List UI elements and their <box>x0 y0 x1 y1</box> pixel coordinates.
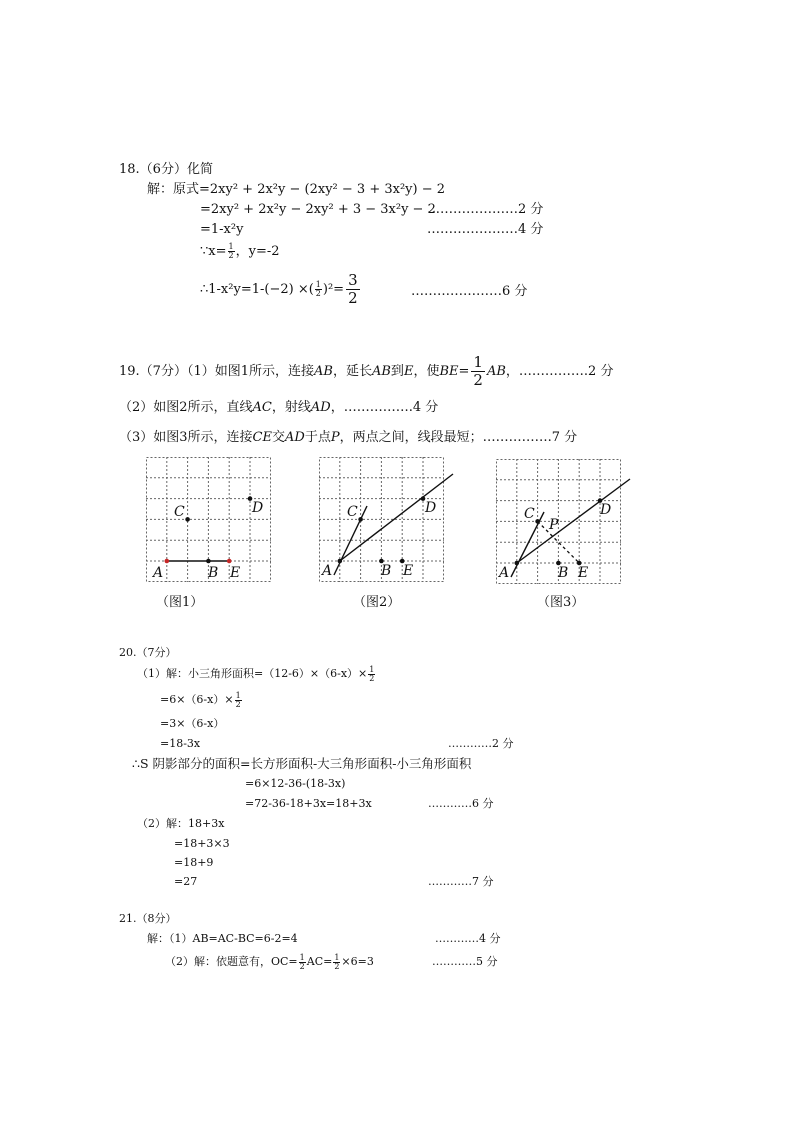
q18-line1: 解：原式=2xy² + 2x²y − (2xy² − 3 + 3x²y) − 2 <box>147 182 445 197</box>
q18-line3-score: …………………4 分 <box>427 222 544 237</box>
caption-figure-3: （图3） <box>537 595 585 610</box>
q20-line11: =27 <box>174 875 198 888</box>
q20-line4: =18-3x <box>160 737 201 750</box>
label-b: B <box>558 565 569 581</box>
q20-line5: ∴S 阴影部分的面积=长方形面积-大三角形面积-小三角形面积 <box>132 756 472 771</box>
q20-line11-score: …………7 分 <box>428 875 494 888</box>
q20-line6: =6×12-36-(18-3x) <box>245 777 346 790</box>
q20-line3: =3×（6-x） <box>160 717 225 730</box>
label-d: D <box>425 500 437 516</box>
q20-line7-score: …………6 分 <box>428 797 494 810</box>
q20-line10: =18+9 <box>174 856 214 869</box>
label-e: E <box>403 563 414 579</box>
q21-line1: 解：（1）AB=AC-BC=6-2=4 <box>147 932 298 945</box>
point-e <box>227 559 232 564</box>
point-a <box>165 559 170 564</box>
q21-line2-score: …………5 分 <box>432 955 498 968</box>
q20-line4-score: …………2 分 <box>448 737 514 750</box>
q19-line3: （3）如图3所示，连接CE交AD于点P，两点之间，线段最短；…………….7 分 <box>119 430 578 445</box>
label-c: C <box>174 504 185 520</box>
q20-line1: （1）解：小三角形面积=（12-6）×（6-x）× $\frac{1}{2}$ <box>137 664 375 683</box>
q21-line2: （2）解：依题意有，OC= $\frac{1}{2}$ AC= $\frac{1}{2}$ ×6=3 <box>165 952 374 971</box>
caption-figure-1: （图1） <box>156 595 204 610</box>
label-a: A <box>499 565 510 581</box>
q20-line7: =72-36-18+3x=18+3x <box>245 797 372 810</box>
point-a <box>515 561 520 566</box>
q19-line1: 19.（7分）（1）如图1所示，连接AB，延长AB到E，使BE= $\frac{1}{2}$ AB，…………….2 分 <box>119 353 614 389</box>
caption-figure-2: （图2） <box>353 595 401 610</box>
q21-line1-score: …………4 分 <box>435 932 501 945</box>
q19-line2: （2）如图2所示，直线AC，射线AD，…………….4 分 <box>119 400 439 415</box>
label-e: E <box>230 565 241 581</box>
q18-line3: =1-x²y <box>200 222 244 237</box>
q20-header: 20.（7分） <box>119 646 177 659</box>
q20-line2: =6×（6-x）× $\frac{1}{2}$ <box>160 690 241 709</box>
point-c <box>535 519 540 524</box>
q18-header: 18.（6分）化简 <box>119 162 213 177</box>
label-a: A <box>153 565 164 581</box>
label-e: E <box>578 565 589 581</box>
label-c: C <box>524 506 535 522</box>
figure-1 <box>146 457 271 582</box>
q18-line2: =2xy² + 2x²y − 2xy² + 3 − 3x²y − 2 <box>200 202 436 217</box>
label-b: B <box>381 563 392 579</box>
point-c <box>185 517 190 522</box>
figure-2 <box>319 457 444 582</box>
label-a: A <box>322 563 333 579</box>
q21-header: 21.（8分） <box>119 912 177 925</box>
q18-line4: ∵x= $\frac{1}{2}$ ，y=-2 <box>200 242 280 260</box>
point-c <box>358 517 363 522</box>
q18-line5: ∴1-x²y=1-(−2) ×( $\frac{1}{2}$ )²= $\frac{3}{2}$ <box>200 271 358 307</box>
figure-3 <box>496 459 621 584</box>
q18-line2-score: …………………2 分 <box>427 202 544 217</box>
label-c: C <box>347 504 358 520</box>
label-b: B <box>208 565 219 581</box>
q20-line9: =18+3×3 <box>174 837 230 850</box>
label-d: D <box>252 500 264 516</box>
label-p: P <box>549 517 559 533</box>
q18-line5-score: …………………6 分 <box>411 284 528 299</box>
q20-line8: （2）解：18+3x <box>137 817 225 830</box>
label-d: D <box>600 502 612 518</box>
point-b <box>206 559 211 564</box>
point-a <box>338 559 343 564</box>
